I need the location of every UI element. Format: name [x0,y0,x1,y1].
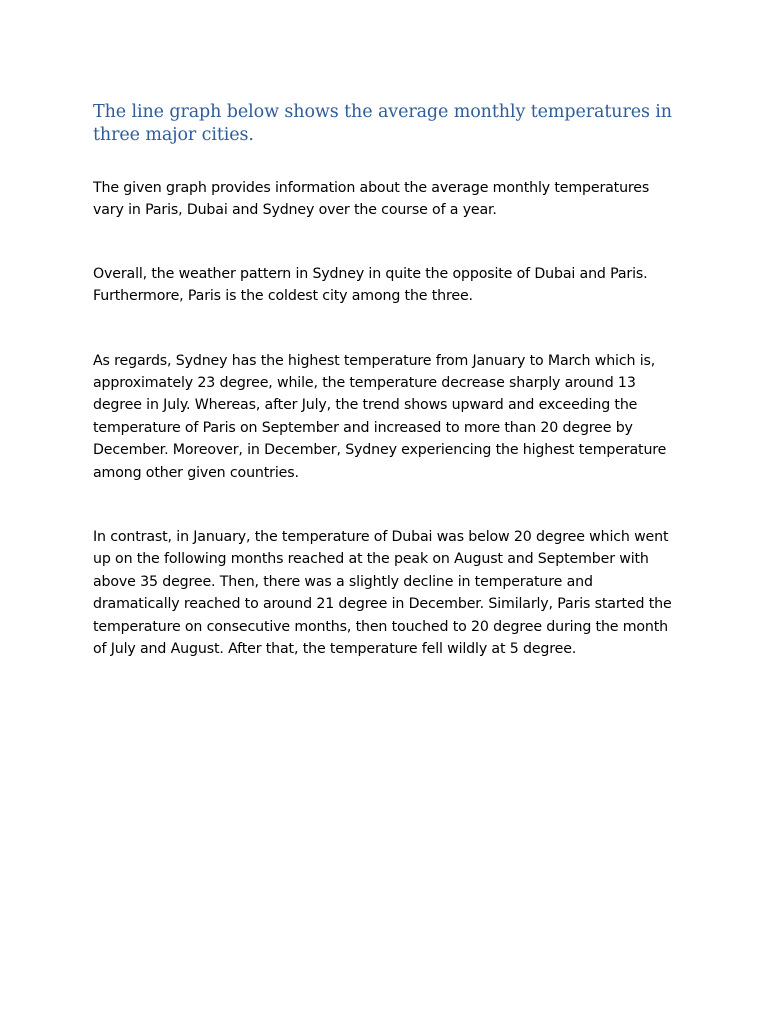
paragraph-sydney: As regards, Sydney has the highest temperature from January to March which is, approximately 23 degree, while, the temperature decrease sharply around 13 degree in July. Whereas, after July, the trend shows upward and exceeding the temperature of Paris on September and increased to more than 20 degree by December. Moreover, in December, Sydney experiencing the highest temperature among other given countries. [93,352,667,481]
document-title: The line graph below shows the average monthly temperatures in three major cities. [93,102,672,145]
paragraph-overview: Overall, the weather pattern in Sydney in quite the opposite of Dubai and Paris. Furthermore, Paris is the coldest city among the three. [93,265,648,305]
document-content [93,101,678,661]
paragraph-introduction: The given graph provides information about the average monthly temperatures vary in Paris, Dubai and Sydney over the course of a year. [93,180,650,219]
paragraph-dubai-paris: In contrast, in January, the temperature of Dubai was below 20 degree which went up on the following months reached at the peak on August and September with above 35 degree. Then, there was a slightly decline in temperature and dramatically reached to around 21 degree in December. Similarly, Paris started the temperature on consecutive months, then touched to 20 degree during the month of July and August. After that, the temperature fell wildly at 5 degree. [93,529,672,658]
